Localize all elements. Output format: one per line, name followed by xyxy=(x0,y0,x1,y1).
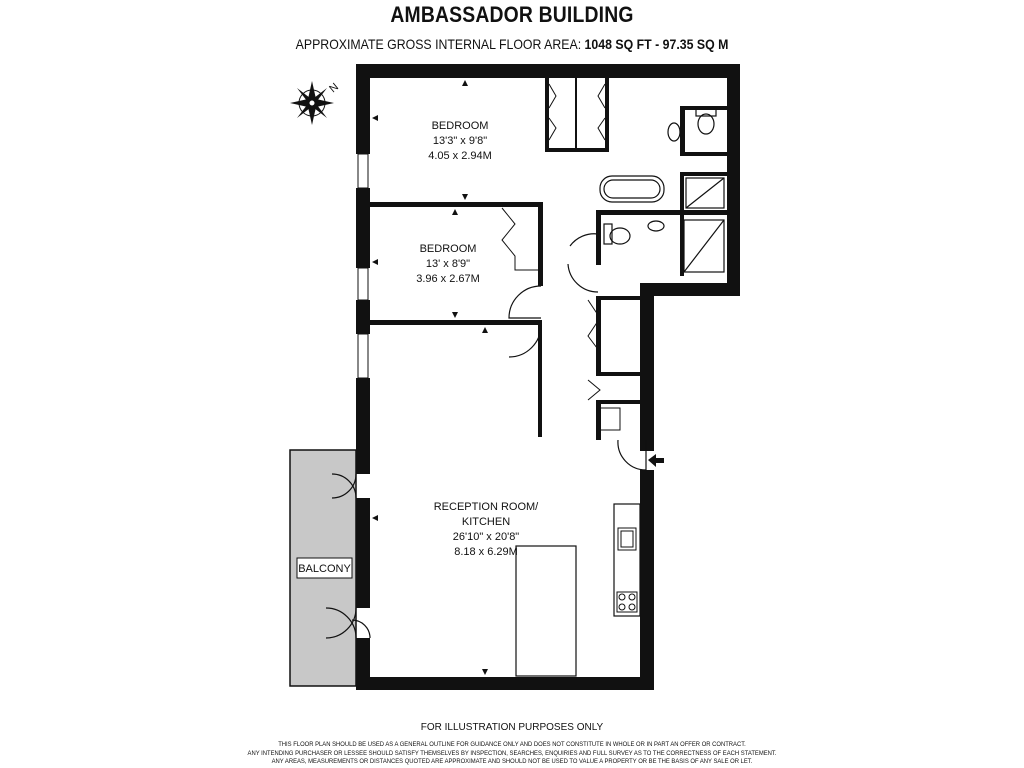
disclaimer-line-3: ANY AREAS, MEASUREMENTS OR DISTANCES QUOTED ARE APPROXIMATE AND SHOULD NOT BE USED TO VALUE A PROPERTY OR BE THE BASIS OF ANY SALE OR LET. xyxy=(271,758,753,765)
reception-metric: 8.18 x 6.29M xyxy=(454,546,518,558)
balcony-label: BALCONY xyxy=(298,563,351,575)
outer-walls xyxy=(356,64,740,690)
disclaimer-line-2: ANY INTENDING PURCHASER OR LESSEE SHOULD SATISFY THEMSELVES BY INSPECTION, SEARCHES, ENQUIRIES AND FULL SURVEY AS TO THE CORRECTNESS OF EACH STATEMENT. xyxy=(247,749,777,757)
shower-icon xyxy=(684,178,724,272)
bedroom-2-name: BEDROOM xyxy=(419,243,477,255)
disclaimer xyxy=(41,741,983,767)
hob-icon xyxy=(617,592,637,612)
bedroom-2-imperial: 13' x 8'9" xyxy=(425,258,471,270)
reception-name-line2: KITCHEN xyxy=(461,516,511,528)
entrance-arrow-icon xyxy=(648,454,664,467)
bedroom-1-name: BEDROOM xyxy=(431,120,489,132)
compass-north-label: N xyxy=(327,80,342,96)
floor-area-sep: - xyxy=(655,36,660,52)
plan-title: AMBASSADOR BUILDING xyxy=(390,2,634,27)
wardrobes xyxy=(502,84,620,430)
floor-area-label: APPROXIMATE GROSS INTERNAL FLOOR AREA: xyxy=(295,36,582,52)
interior-walls xyxy=(370,78,727,440)
sink-icon xyxy=(618,528,636,550)
kitchen-counter xyxy=(516,504,640,676)
bedroom-1-imperial: 13'3" x 9'8" xyxy=(432,135,488,147)
bathtub-icon xyxy=(600,176,664,202)
bedroom-2-metric: 3.96 x 2.67M xyxy=(416,273,480,285)
reception-imperial: 26'10" x 20'8" xyxy=(452,531,520,543)
measurement-markers xyxy=(372,80,488,675)
reception-name-line1: RECEPTION ROOM/ xyxy=(433,501,539,513)
floor-area-sqft: 1048 SQ FT xyxy=(584,36,652,52)
floor-area-sqm: 97.35 SQ M xyxy=(662,36,729,52)
bedroom-1-metric: 4.05 x 2.94M xyxy=(428,150,492,162)
illustration-note: FOR ILLUSTRATION PURPOSES ONLY xyxy=(420,722,604,733)
disclaimer-line-1: THIS FLOOR PLAN SHOULD BE USED AS A GENERAL OUTLINE FOR GUIDANCE ONLY AND DOES NOT CONSTITUTE IN WHOLE OR IN PART AN OFFER OR CONTRACT. xyxy=(278,741,746,748)
